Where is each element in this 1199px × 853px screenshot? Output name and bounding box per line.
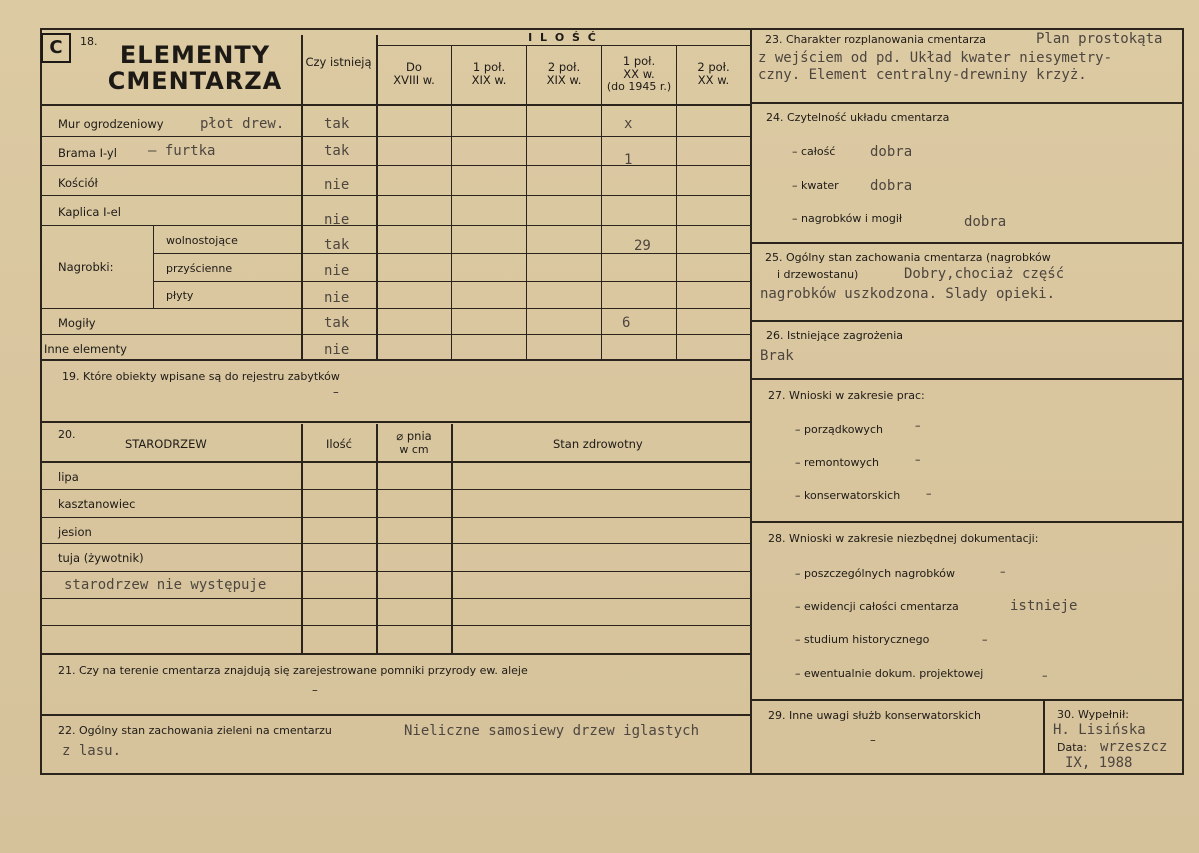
tree-row-jesion: jesion xyxy=(58,525,92,539)
section-18-bottom-line xyxy=(40,359,750,361)
tree-row-tuja: tuja (żywotnik) xyxy=(58,551,144,565)
period-5-l1: 2 poł. xyxy=(697,60,730,74)
row-brama-note: – furtka xyxy=(148,143,216,159)
row-line xyxy=(153,281,750,282)
nagrobki-sub-divider xyxy=(153,225,154,308)
card-letter-box: C xyxy=(41,33,71,63)
q27-item-2-label: – remontowych xyxy=(795,456,880,469)
trees-row-line xyxy=(40,517,750,518)
trees-row-line xyxy=(40,489,750,490)
period-4-l3: (do 1945 r.) xyxy=(606,80,672,93)
q25-answer-l1: Dobry,chociaż część xyxy=(904,266,1065,282)
grid-line-col-p2 xyxy=(451,46,452,360)
q23-answer-l3: czny. Element centralny-drewniny krzyż. xyxy=(758,67,1087,83)
col-exists-header: Czy istnieją xyxy=(305,55,372,69)
q26-bottom-line xyxy=(750,378,1182,380)
row-mur-note: płot drew. xyxy=(200,116,285,132)
q26-answer: Brak xyxy=(760,348,794,364)
q24-item-1-label: – całość xyxy=(792,145,836,158)
row-mur-exists: tak xyxy=(324,116,350,132)
row-line xyxy=(153,253,750,254)
period-4-l1: 1 poł. xyxy=(622,54,656,68)
row-kosciol-exists: nie xyxy=(324,177,350,193)
q27-item-1-value: – xyxy=(915,419,921,432)
q23-answer-l2: z wejściem od pd. Układ kwater niesymetry- xyxy=(758,50,1113,66)
row-inne-exists: nie xyxy=(324,342,350,358)
q24-item-3-value: dobra xyxy=(964,214,1007,230)
q19-answer: – xyxy=(333,385,339,399)
q22-answer-l2: z lasu. xyxy=(62,743,122,759)
q28-item-2-label: – ewidencji całości cmentarza xyxy=(795,600,959,613)
q29-q30-divider xyxy=(1043,699,1045,774)
q27-item-3-label: – konserwatorskich xyxy=(795,489,901,502)
row-mogily-label: Mogiły xyxy=(58,316,96,330)
frame-left-line xyxy=(40,28,42,774)
grid-line-qty-header xyxy=(376,45,750,46)
q28-item-1-value: – xyxy=(1000,565,1006,578)
row-line xyxy=(40,195,750,196)
row-line xyxy=(40,334,750,335)
tree-row-kasztanowiec: kasztanowiec xyxy=(58,497,136,511)
row-mogily-exists: tak xyxy=(324,315,350,331)
period-1-l1: Do xyxy=(406,60,422,74)
row-line xyxy=(40,225,750,226)
q22-answer-l1: Nieliczne samosiewy drzew iglastych xyxy=(404,723,700,739)
trees-grid-line xyxy=(301,424,303,654)
q27-item-2-value: – xyxy=(915,453,921,466)
period-3-l1: 2 poł. xyxy=(547,60,581,74)
grid-line-col-exists xyxy=(301,35,303,360)
q24-label: 24. Czytelność układu cmentarza xyxy=(766,111,950,124)
elements-title-line1: ELEMENTY xyxy=(119,41,271,69)
q28-item-3-value: – xyxy=(982,633,988,646)
q27-bottom-line xyxy=(750,521,1182,523)
row-brama-label: Brama I-yl xyxy=(58,146,117,160)
q30-date-label: Data: xyxy=(1057,741,1087,754)
trees-row-line xyxy=(40,543,750,544)
q30-date-l1: wrzeszcz xyxy=(1100,739,1168,755)
elements-title-line2: CMENTARZA xyxy=(107,67,283,95)
q21-label: 21. Czy na terenie cmentarza znajdują się zarejestrowane pomniki przyrody ew. aleje xyxy=(58,664,528,677)
period-1-l2: XVIII w. xyxy=(393,73,435,87)
row-przysc-label: przyścienne xyxy=(166,262,233,275)
row-mogily-qty: 6 xyxy=(622,315,631,331)
period-3-l2: XIX w. xyxy=(546,73,582,87)
qty-header: I L O Ś Ć xyxy=(528,31,598,44)
row-brama-exists: tak xyxy=(324,143,350,159)
grid-line-col-p5 xyxy=(676,46,677,360)
q26-label: 26. Istniejące zagrożenia xyxy=(766,329,904,342)
frame-top-line xyxy=(40,28,1182,30)
grid-line-col-p3 xyxy=(526,46,527,360)
trees-number: 20. xyxy=(58,428,76,441)
q30-name: H. Lisińska xyxy=(1053,722,1146,738)
q23-answer-l1: Plan prostokąta xyxy=(1036,31,1163,47)
trees-row-line xyxy=(40,625,750,626)
section-18-number: 18. xyxy=(80,35,98,48)
row-line xyxy=(40,136,750,137)
q29-answer: – xyxy=(870,733,876,747)
q28-item-4-label: – ewentualnie dokum. projektowej xyxy=(795,667,984,680)
q24-item-1-value: dobra xyxy=(870,144,913,160)
trees-row-line xyxy=(40,571,750,572)
row-wolno-qty: 29 xyxy=(634,238,651,254)
q30-date-l2: IX, 1988 xyxy=(1065,755,1133,771)
q22-label: 22. Ogólny stan zachowania zieleni na cmentarzu xyxy=(58,724,332,737)
row-kaplica-exists: nie xyxy=(324,212,350,228)
q28-bottom-line xyxy=(752,699,1182,701)
trees-title: STARODRZEW xyxy=(125,437,207,451)
row-wolno-exists: tak xyxy=(324,237,350,253)
trees-grid-line xyxy=(451,424,453,654)
q23-label: 23. Charakter rozplanowania cmentarza xyxy=(765,33,986,46)
q25-bottom-line xyxy=(750,320,1182,322)
row-inne-label: Inne elementy xyxy=(44,342,127,356)
trees-col-diam-l2: w cm xyxy=(399,443,429,456)
q25-label-l1: 25. Ogólny stan zachowania cmentarza (nagrobków xyxy=(765,251,1051,264)
q27-item-1-label: – porządkowych xyxy=(795,423,883,436)
q28-label: 28. Wnioski w zakresie niezbędnej dokumentacji: xyxy=(768,532,1039,545)
grid-line-header-bottom xyxy=(40,104,750,106)
trees-col-qty: Ilość xyxy=(326,437,352,451)
row-brama-qty: 1 xyxy=(624,152,633,168)
q24-item-2-value: dobra xyxy=(870,178,913,194)
row-kaplica-label: Kaplica I-el xyxy=(58,205,121,219)
q24-item-2-label: – kwater xyxy=(792,179,839,192)
frame-bottom-line-right xyxy=(752,773,1184,775)
row-przysc-exists: nie xyxy=(324,263,350,279)
q25-answer-l2: nagrobków uszkodzona. Slady opieki. xyxy=(760,286,1056,302)
row-mur-label: Mur ogrodzeniowy xyxy=(58,117,164,131)
row-line xyxy=(40,308,750,309)
q19-label: 19. Które obiekty wpisane są do rejestru zabytków xyxy=(62,370,340,383)
trees-col-diam-l1: ⌀ pnia xyxy=(396,429,432,443)
frame-right-line xyxy=(1182,28,1184,774)
trees-header-line xyxy=(40,461,750,463)
period-2-l1: 1 poł. xyxy=(472,60,506,74)
q21-answer: – xyxy=(312,683,318,697)
section-21-bottom-line xyxy=(40,714,752,716)
trees-col-health: Stan zdrowotny xyxy=(553,437,643,451)
row-nagrobki-label: Nagrobki: xyxy=(58,260,114,274)
section-19-bottom-line xyxy=(40,421,750,423)
trees-grid-line xyxy=(376,424,378,654)
frame-bottom-line-left xyxy=(40,773,754,775)
row-plyty-label: płyty xyxy=(166,289,194,302)
row-kosciol-label: Kościół xyxy=(58,176,98,190)
q28-item-3-label: – studium historycznego xyxy=(795,633,930,646)
row-line xyxy=(40,165,750,166)
q28-item-4-value: – xyxy=(1042,669,1048,682)
q25-label-l2: i drzewostanu) xyxy=(777,268,859,281)
period-4-l2: XX w. xyxy=(623,67,655,81)
tree-row-lipa: lipa xyxy=(58,470,79,484)
q23-bottom-line xyxy=(750,102,1182,104)
q28-item-2-value: istnieje xyxy=(1010,598,1078,614)
row-mur-qty: x xyxy=(624,116,633,132)
q27-label: 27. Wnioski w zakresie prac: xyxy=(768,389,925,402)
q30-label: 30. Wypełnił: xyxy=(1057,708,1129,721)
row-wolno-label: wolnostojące xyxy=(166,234,238,247)
q28-item-1-label: – poszczególnych nagrobków xyxy=(795,567,955,580)
row-plyty-exists: nie xyxy=(324,290,350,306)
period-5-l2: XX w. xyxy=(697,73,730,87)
trees-note: starodrzew nie występuje xyxy=(64,577,267,593)
section-20-bottom-line xyxy=(40,653,750,655)
q27-item-3-value: – xyxy=(926,487,932,500)
q24-bottom-line xyxy=(750,242,1182,244)
trees-row-line xyxy=(40,598,750,599)
period-2-l2: XIX w. xyxy=(471,73,507,87)
frame-middle-line xyxy=(750,28,752,774)
grid-line-col-p4 xyxy=(601,46,602,360)
q24-item-3-label: – nagrobków i mogił xyxy=(792,212,903,225)
q29-label: 29. Inne uwagi służb konserwatorskich xyxy=(768,709,981,722)
